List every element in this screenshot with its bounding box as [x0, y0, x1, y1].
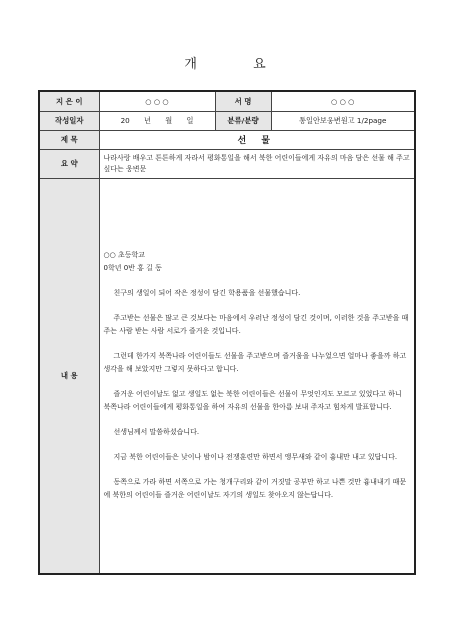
- subject-value: 선 물: [99, 130, 415, 149]
- date-value: 20 년 월 일: [99, 111, 215, 130]
- summary-form-table: [38, 90, 416, 575]
- content-paragraph: 친구의 생일이 되어 작은 정성이 담긴 학용품을 선물했습니다.: [113, 289, 301, 298]
- category-value: 통일안보웅변원고 1/2page: [271, 111, 415, 130]
- content-paragraph: 동쪽으로 가라 하면 서쪽으로 가는 청개구리와 같이 거짓말 공부만 하고 나쁜 것만 흉내내기 때문에 북한의 어린이들 즐거운 어린이날도 자기의 생일도 찾아오지 않는답니다.: [103, 478, 407, 500]
- summary-value: 나라사랑 배우고 튼튼하게 자라서 평화통일을 해서 북한 어린이들에게 자유의 마음 담은 선물 해 주고 싶다는 웅변문: [99, 149, 415, 178]
- content-paragraph: 즐거운 어린이날도 없고 생일도 없는 북한 어린이들은 선물이 무엇인지도 모르고 있었다고 하니 북쪽나라 어린이들에게 평화통일을 하여 자유의 선물을 한아름 보내 주자고 힘차게 발표합니다.: [103, 390, 402, 412]
- row-subject: [39, 130, 415, 149]
- class-label: 서 명: [215, 91, 271, 111]
- row-author: [39, 91, 415, 111]
- content-paragraph: 그런데 한가지 북쪽나라 어린이들도 선물을 주고받으며 즐거움을 나누었으면 얼마나 좋을까 하고 생각을 해 보았지만 그렇지 못하다고 합니다.: [103, 352, 407, 374]
- content-school: ○○ 초등학교: [103, 251, 145, 260]
- category-label: 분류/분량: [215, 111, 271, 130]
- content-paragraph: 주고받는 선물은 많고 큰 것보다는 마음에서 우러난 정성이 담긴 것이며, 이러한 것을 주고받을 때 주는 사람 받는 사람 서로가 즐거운 것입니다.: [103, 314, 409, 336]
- content-body: [99, 178, 415, 574]
- row-summary: [39, 149, 415, 178]
- row-date: [39, 111, 415, 130]
- content-student: 0학년 0반 홍 길 동: [103, 264, 162, 273]
- row-content: [39, 178, 415, 574]
- class-value: ○ ○ ○: [271, 91, 415, 111]
- content-label: 내 용: [39, 178, 99, 574]
- content-paragraph: 지금 북한 어린이들은 낮이나 밤이나 전쟁훈련만 하면서 앵무새와 같이 흉내만 내고 있답니다.: [113, 453, 398, 462]
- author-label: 지 은 이: [39, 91, 99, 111]
- date-label: 작성일자: [39, 111, 99, 130]
- content-paragraph: 선생님께서 말씀하셨습니다.: [113, 428, 200, 437]
- subject-label: 제 목: [39, 130, 99, 149]
- summary-label: 요 약: [39, 149, 99, 178]
- author-value: ○ ○ ○: [99, 91, 215, 111]
- page-title: 개 요: [184, 57, 292, 72]
